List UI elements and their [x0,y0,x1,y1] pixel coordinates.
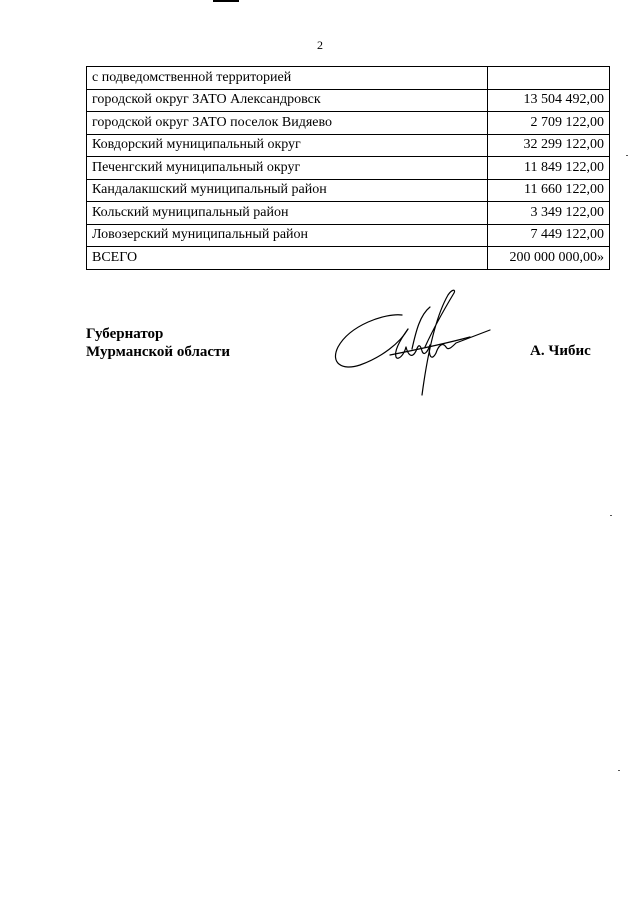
row-name: Ковдорский муниципальный округ [87,134,488,157]
row-amount: 200 000 000,00» [488,247,610,270]
signatory-name: А. Чибис [530,343,591,359]
table-row [87,202,610,225]
row-amount [488,67,610,90]
signatory-title-line2: Мурманской области [86,344,231,360]
row-name: Печенгский муниципальный округ [87,157,488,180]
scan-speck [610,515,612,516]
row-name: городской округ ЗАТО поселок Видяево [87,112,488,135]
scan-speck [626,155,628,156]
row-amount: 13 504 492,00 [488,89,610,112]
allocation-table [86,66,610,270]
table-row [87,179,610,202]
row-name: Кандалакшский муниципальный район [87,179,488,202]
table-row [87,157,610,180]
signatory-title [86,325,230,361]
table-row [87,112,610,135]
row-name: Кольский муниципальный район [87,202,488,225]
row-amount: 2 709 122,00 [488,112,610,135]
row-name: с подведомственной территорией [87,67,488,90]
row-amount: 11 660 122,00 [488,179,610,202]
scan-speck [618,770,620,771]
row-amount: 3 349 122,00 [488,202,610,225]
page-number: 2 [317,38,323,52]
top-margin-mark [213,0,239,2]
row-name: ВСЕГО [87,247,488,270]
table-row [87,134,610,157]
row-name: Ловозерский муниципальный район [87,224,488,247]
row-name: городской округ ЗАТО Александровск [87,89,488,112]
row-amount: 11 849 122,00 [488,157,610,180]
signatory-title-line1: Губернатор [86,326,164,342]
table-row [87,89,610,112]
table-row [87,247,610,270]
row-amount: 32 299 122,00 [488,134,610,157]
handwritten-signature [330,285,510,405]
table-row [87,67,610,90]
row-amount: 7 449 122,00 [488,224,610,247]
table-row [87,224,610,247]
